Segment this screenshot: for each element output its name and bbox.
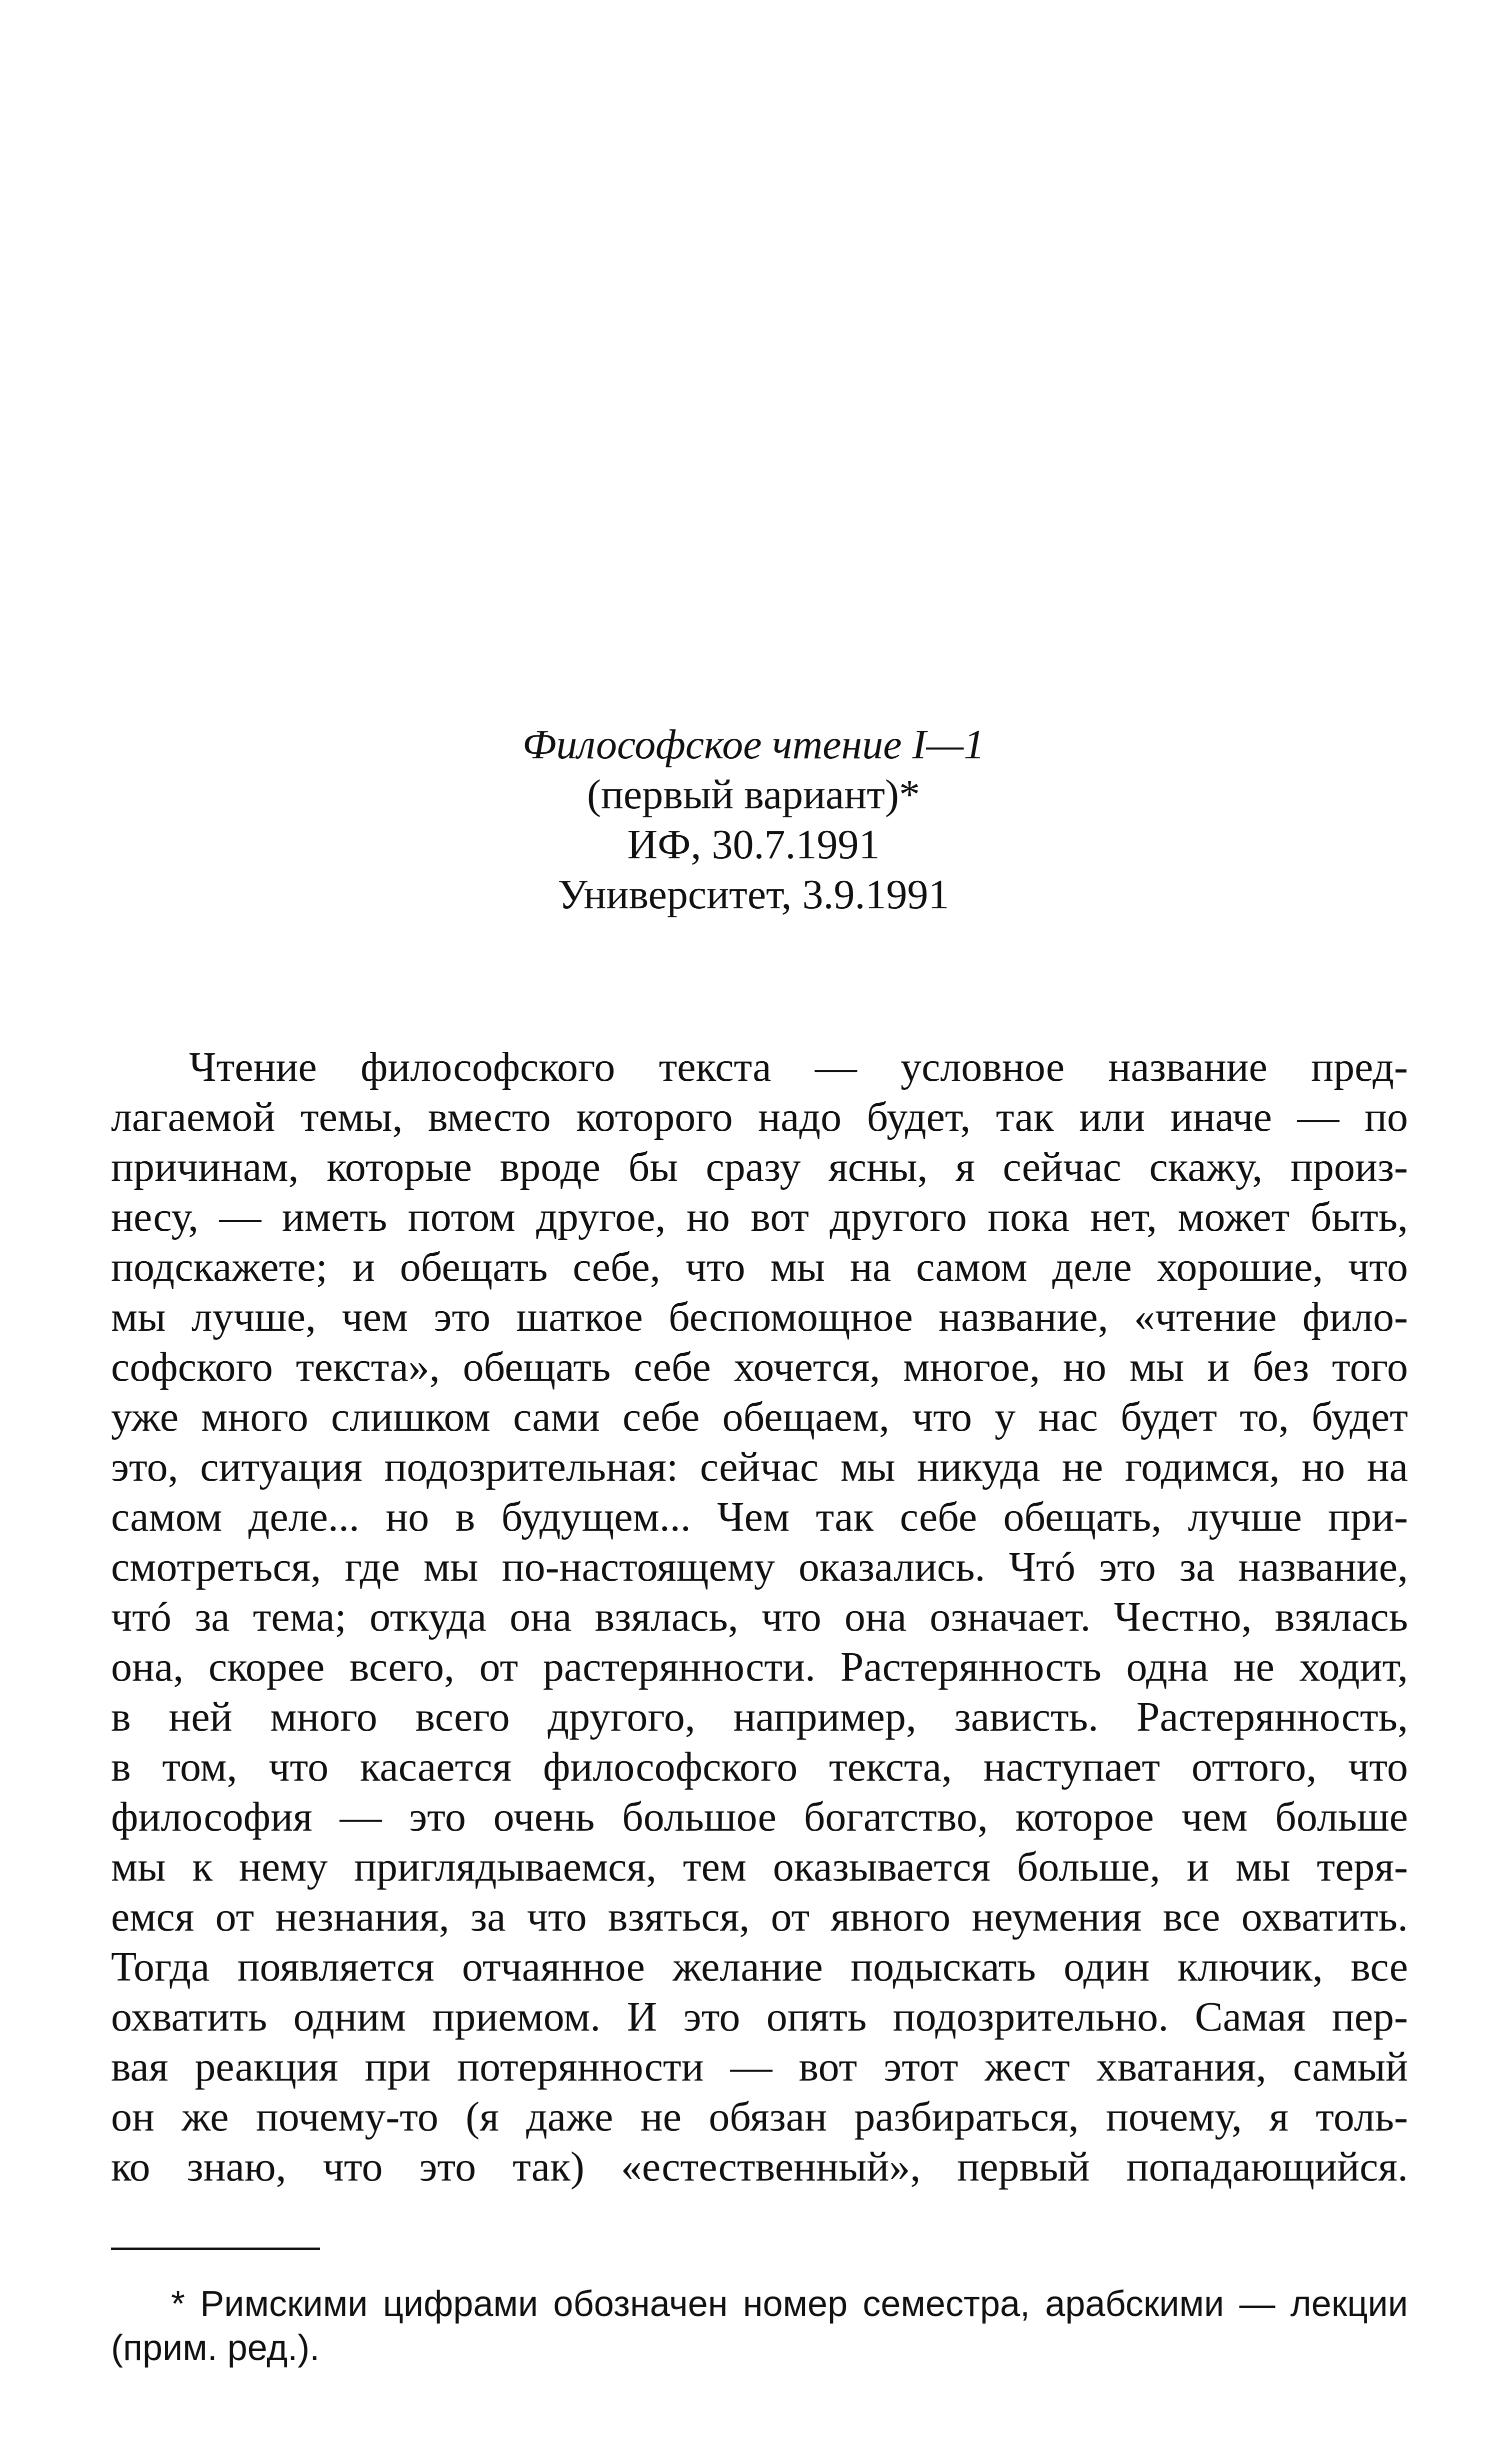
text-line: подскажете; и обещать себе, что мы на самом деле хорошие, что: [111, 1244, 1408, 1290]
body-paragraph: [111, 1042, 1408, 2192]
text-line: мы лучше, чем это шаткое беспомощное название, «чтение фило-: [111, 1294, 1408, 1340]
text-line: смотреться, где мы по-настоящему оказались. Чтó это за название,: [111, 1544, 1408, 1590]
text-line: Чтение философского текста — условное название пред-: [189, 1044, 1408, 1090]
text-line: это, ситуация подозрительная: сейчас мы никуда не годимся, но на: [111, 1444, 1408, 1490]
text-line: уже много слишком сами себе обещаем, что у нас будет то, будет: [111, 1394, 1408, 1440]
text-line: самом деле... но в будущем... Чем так себе обещать, лучше при-: [111, 1494, 1408, 1540]
chapter-heading: [0, 720, 1507, 920]
chapter-variant: (первый вариант)*: [587, 771, 920, 818]
footnote-line: (прим. ред.).: [111, 2328, 320, 2368]
text-line: она, скорее всего, от растерянности. Растерянность одна не ходит,: [111, 1644, 1408, 1690]
chapter-title: Философское чтение I—1: [522, 721, 985, 768]
text-line: софского текста», обещать себе хочется, многое, но мы и без того: [111, 1344, 1408, 1390]
text-line: философия — это очень большое богатство, которое чем больше: [111, 1794, 1408, 1840]
text-line: причинам, которые вроде бы сразу ясны, я сейчас скажу, произ-: [111, 1144, 1408, 1190]
text-line: Тогда появляется отчаянное желание подыскать один ключик, все: [111, 1944, 1408, 1990]
text-line: он же почему-то (я даже не обязан разбираться, почему, я толь-: [111, 2094, 1408, 2140]
text-line: несу, — иметь потом другое, но вот другого пока нет, может быть,: [111, 1194, 1408, 1240]
text-line: лагаемой темы, вместо которого надо будет, так или иначе — по: [111, 1094, 1408, 1140]
text-line: охватить одним приемом. И это опять подозрительно. Самая пер-: [111, 1994, 1408, 2040]
text-line: в ней много всего другого, например, зависть. Растерянность,: [111, 1694, 1408, 1740]
footnote-line: * Римскими цифрами обозначен номер семестра, арабскими — лекции: [171, 2284, 1408, 2324]
text-line: в том, что касается философского текста, наступает оттого, что: [111, 1744, 1408, 1790]
footnote-divider: [111, 2248, 320, 2250]
text-line: ко знаю, что это так) «естественный», первый попадающийся.: [111, 2144, 1408, 2190]
text-line: чтó за тема; откуда она взялась, что она означает. Честно, взялась: [111, 1594, 1408, 1640]
chapter-place-date-2: Университет, 3.9.1991: [558, 871, 950, 918]
footnote: [111, 2282, 1408, 2370]
text-line: мы к нему приглядываемся, тем оказывается больше, и мы теря-: [111, 1844, 1408, 1890]
chapter-place-date-1: ИФ, 30.7.1991: [627, 821, 880, 868]
text-line: вая реакция при потерянности — вот этот жест хватания, самый: [111, 2044, 1408, 2090]
text-line: емся от незнания, за что взяться, от явного неумения все охватить.: [111, 1894, 1408, 1940]
